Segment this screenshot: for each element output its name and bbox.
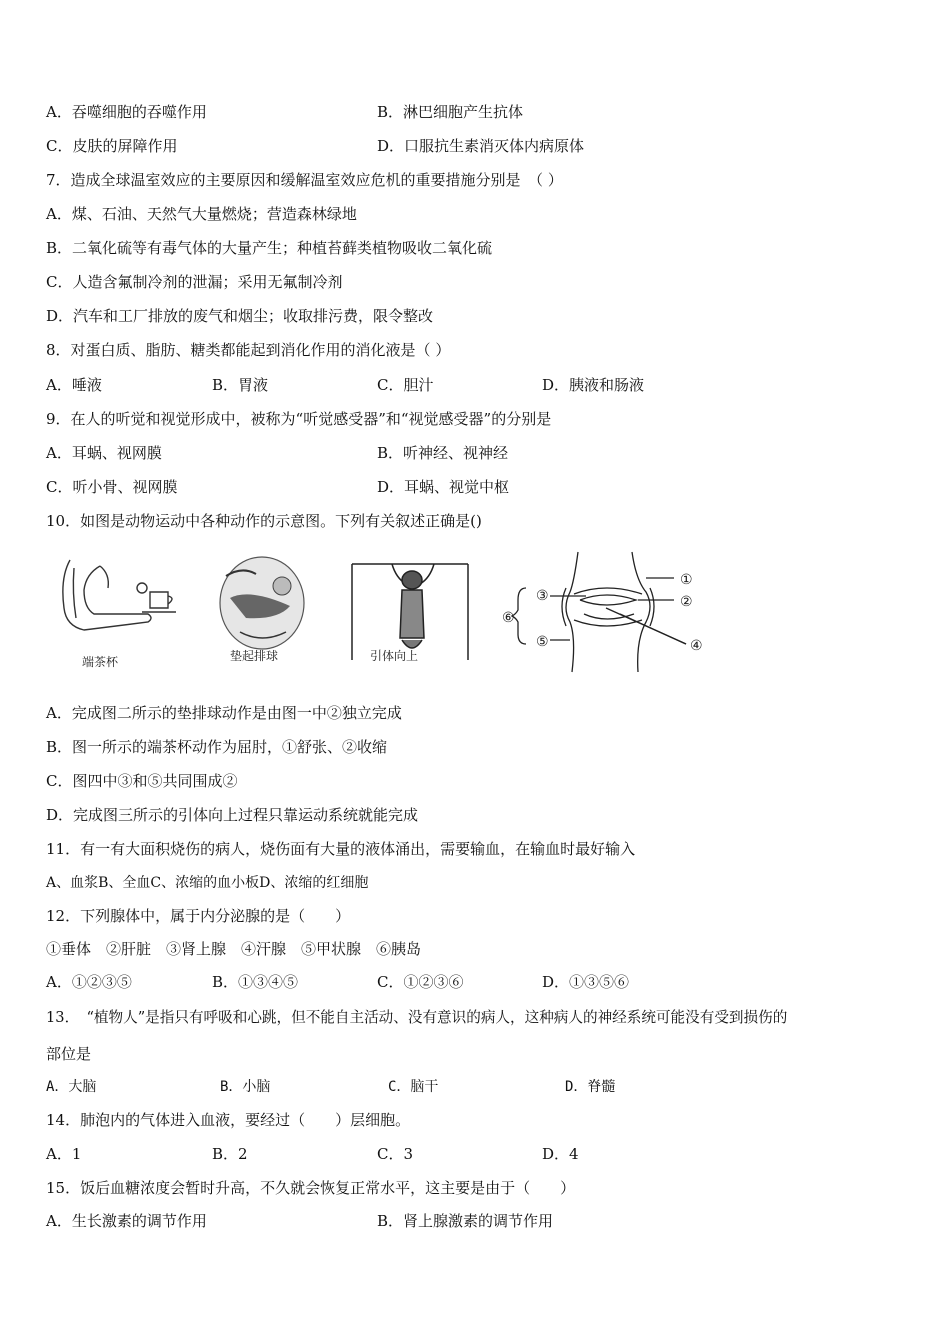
q8-option-b: B．胃液 xyxy=(212,376,269,394)
q14-option-c: C．3 xyxy=(377,1145,414,1163)
q8-stem: 8．对蛋白质、脂肪、糖类都能起到消化作用的消化液是（ ） xyxy=(46,341,451,359)
q12-option-b: B．①③④⑤ xyxy=(212,973,299,991)
label-4: ④ xyxy=(690,638,703,654)
arm-teacup-drawing xyxy=(63,560,176,630)
q12-option-a: A．①②③⑤ xyxy=(46,973,132,991)
q9-stem: 9．在人的听觉和视觉形成中，被称为“听觉感受器”和“视觉感受器”的分别是 xyxy=(46,410,552,428)
q13-stem-line2: 部位是 xyxy=(46,1045,92,1063)
q6-option-b: B．淋巴细胞产生抗体 xyxy=(377,103,524,121)
label-1: ① xyxy=(680,572,693,588)
q10-option-c: C．图四中③和⑤共同围成② xyxy=(46,772,238,790)
q15-option-a: A．生长激素的调节作用 xyxy=(46,1212,207,1230)
q7-option-b: B．二氧化硫等有毒气体的大量产生；种植苔藓类植物吸收二氧化硫 xyxy=(46,239,493,257)
q15-option-b: B．肾上腺激素的调节作用 xyxy=(377,1212,554,1230)
q11-stem: 11．有一有大面积烧伤的病人，烧伤面有大量的液体涌出，需要输血，在输血时最好输入 xyxy=(46,840,636,858)
q9-option-d: D．耳蜗、视觉中枢 xyxy=(377,478,510,496)
q14-option-a: A．1 xyxy=(46,1145,82,1163)
joint-drawing xyxy=(512,552,686,672)
q10-option-d: D．完成图三所示的引体向上过程只靠运动系统就能完成 xyxy=(46,806,419,824)
q10-option-b: B．图一所示的端茶杯动作为屈肘，①舒张、②收缩 xyxy=(46,738,388,756)
q7-stem: 7．造成全球温室效应的主要原因和缓解温室效应危机的重要措施分别是 （ ） xyxy=(46,171,563,189)
q6-option-a: A．吞噬细胞的吞噬作用 xyxy=(46,103,207,121)
q13-option-a: A．大脑 xyxy=(46,1079,97,1095)
q9-option-b: B．听神经、视神经 xyxy=(377,444,509,462)
figure-2-caption: 垫起排球 xyxy=(230,649,279,663)
q7-option-c: C．人造含氟制冷剂的泄漏；采用无氟制冷剂 xyxy=(46,273,343,291)
q8-option-c: C．胆汁 xyxy=(377,376,434,394)
pullup-drawing xyxy=(352,564,468,660)
q12-option-d: D．①③⑤⑥ xyxy=(542,973,630,991)
figure-3-caption: 引体向上 xyxy=(370,649,419,663)
q12-stem: 12．下列腺体中，属于内分泌腺的是（ ） xyxy=(46,907,351,925)
q13-stem-line1: 13． “植物人”是指只有呼吸和心跳，但不能自主活动、没有意识的病人，这种病人的神经系统可能没有受到损伤的 xyxy=(46,1009,788,1026)
q12-items: ①垂体 ②肝脏 ③肾上腺 ④汗腺 ⑤甲状腺 ⑥胰岛 xyxy=(46,940,422,958)
q13-option-c: C．脑干 xyxy=(388,1079,439,1095)
q9-option-a: A．耳蜗、视网膜 xyxy=(46,444,162,462)
label-6: ⑥ xyxy=(502,610,515,626)
q13-option-d: D．脊髓 xyxy=(565,1079,616,1095)
q11-options: A、血浆B、全血C、浓缩的血小板D、浓缩的红细胞 xyxy=(46,875,369,891)
q14-option-b: B．2 xyxy=(212,1145,248,1163)
q12-option-c: C．①②③⑥ xyxy=(377,973,464,991)
label-3: ③ xyxy=(536,588,549,604)
q9-option-c: C．听小骨、视网膜 xyxy=(46,478,178,496)
figure-1-caption: 端茶杯 xyxy=(82,655,119,669)
q10-figure xyxy=(50,548,730,676)
label-2: ② xyxy=(680,594,693,610)
q8-option-a: A．唾液 xyxy=(46,376,102,394)
volleyball-drawing xyxy=(220,557,304,649)
q15-stem: 15．饭后血糖浓度会暂时升高，不久就会恢复正常水平，这主要是由于（ ） xyxy=(46,1179,576,1197)
q13-option-b: B．小脑 xyxy=(220,1079,271,1095)
q8-option-d: D．胰液和肠液 xyxy=(542,376,645,394)
q14-stem: 14．肺泡内的气体进入血液，要经过（ ）层细胞。 xyxy=(46,1111,411,1129)
q10-stem: 10．如图是动物运动中各种动作的示意图。下列有关叙述正确是() xyxy=(46,512,482,530)
q6-option-d: D．口服抗生素消灭体内病原体 xyxy=(377,137,585,155)
q6-option-c: C．皮肤的屏障作用 xyxy=(46,137,178,155)
q14-option-d: D．4 xyxy=(542,1145,579,1163)
q7-option-a: A．煤、石油、天然气大量燃烧；营造森林绿地 xyxy=(46,205,357,223)
label-5: ⑤ xyxy=(536,634,549,650)
q7-option-d: D．汽车和工厂排放的废气和烟尘；收取排污费，限令整改 xyxy=(46,307,434,325)
q10-option-a: A．完成图二所示的垫排球动作是由图一中②独立完成 xyxy=(46,704,402,722)
